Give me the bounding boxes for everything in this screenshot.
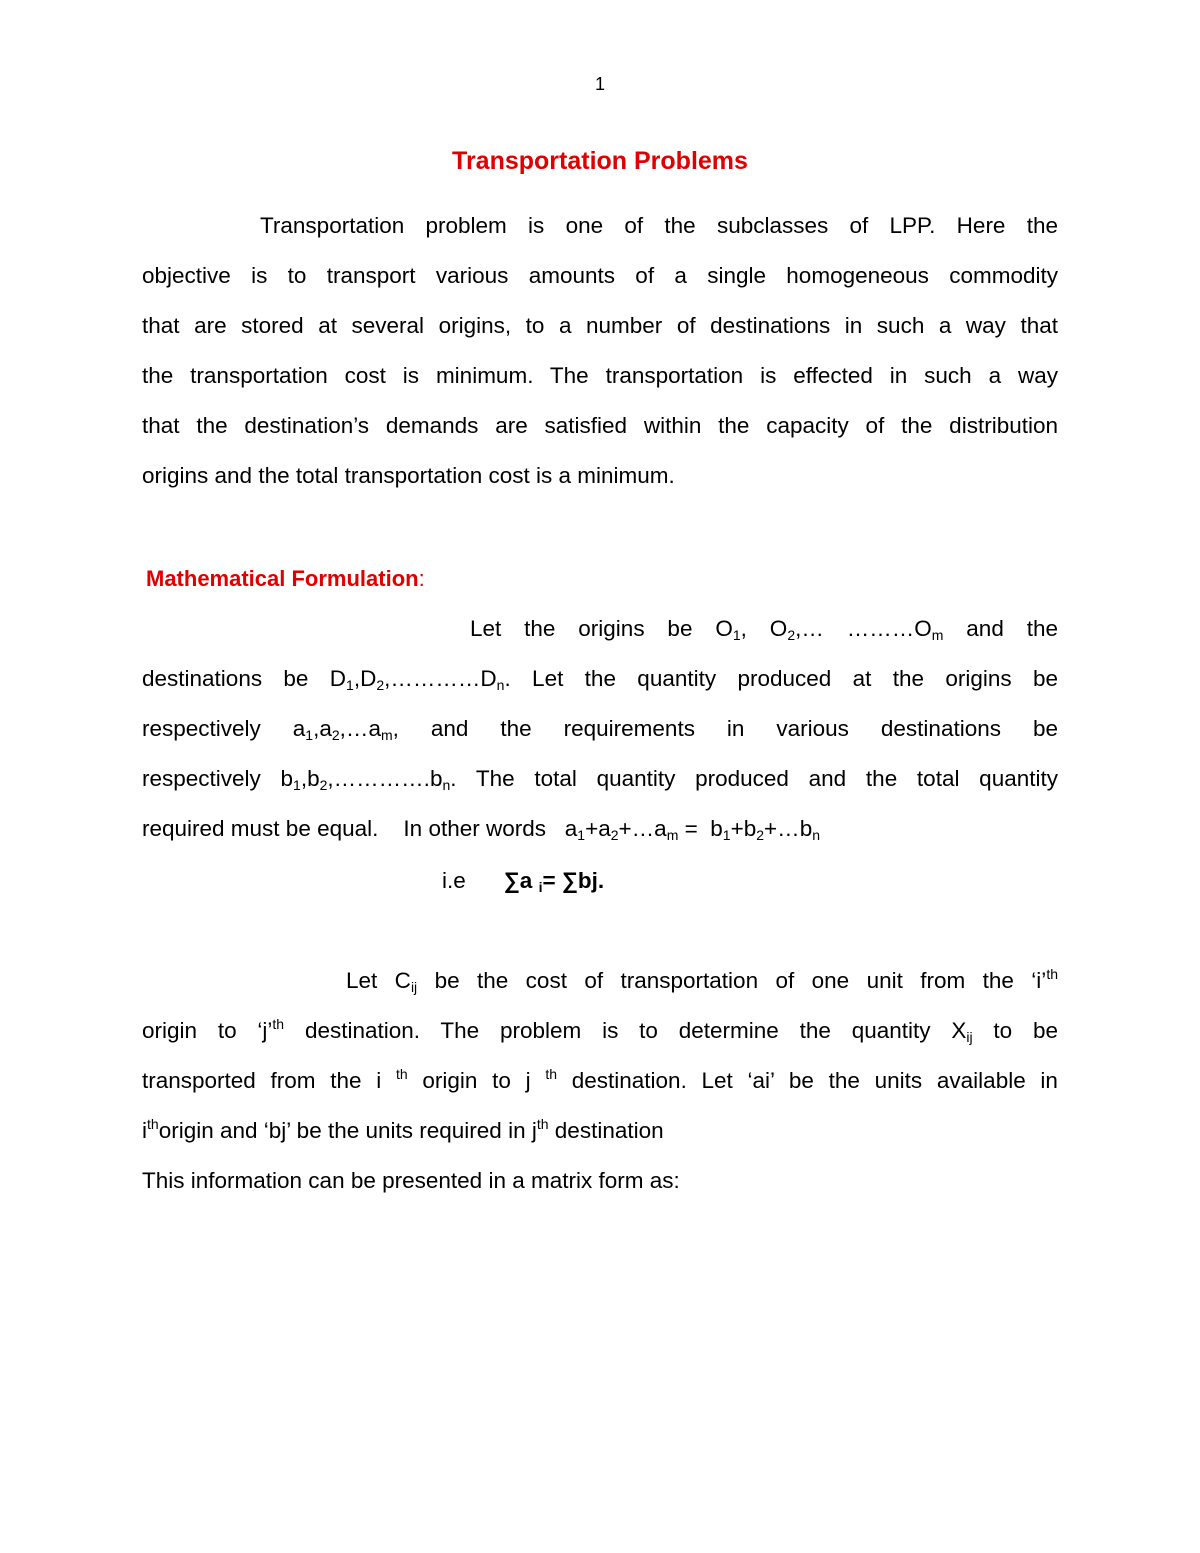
intro-line-2: objective is to transport various amounts of a single homogeneous commodity [142,263,1058,288]
formulation-line-2 [142,666,1058,692]
section-heading-colon: : [418,566,425,591]
cost-line-3: transported from the i $^{th}$ origin to j $^{th}$ destination. Let ‘ai’ be the units available in [142,1066,1058,1093]
page-title: Transportation Problems [452,147,748,175]
demand-symbols: $b_1,b_2,\dots\dots\dots\dots.b_n$ [280,766,451,793]
sum-formula: ∑a $_i$= ∑bj. [503,868,605,895]
formulation-line-5 [142,816,1058,842]
intro-line-3: that are stored at several origins, to a number of destinations in such a way that [142,313,1058,338]
cost-line-1: Let $C_{ij}$ be the cost of transportation of one unit from the ‘i’$^{th}$ [346,966,1058,995]
intro-line-6: origins and the total transportation cost is a minimum. [142,463,675,488]
text: respectively [142,766,261,791]
text: . Let the quantity produced at the origins be [504,666,1058,691]
formulation-line-3 [142,716,1058,742]
intro-line-4: the transportation cost is minimum. The transportation is effected in such a way [142,363,1058,388]
text: In other words [403,816,546,841]
origin-symbol: $O_1$, [715,616,747,643]
origin-symbol-2: $O_2,\dots$ $\dots\dots\dots O_m$ [769,616,944,643]
text: . The total quantity produced and the total quantity [450,766,1058,791]
formulation-line-1 [470,616,1058,642]
destination-symbols: $D_1,D_2,\dots\dots\dots\dots D_n$ [329,666,505,693]
text: destinations be [142,666,309,691]
ie-label: i.e [442,868,466,893]
page-number: 1 [594,74,605,94]
text: required must be equal. [142,816,379,841]
intro-line-5: that the destination’s demands are satisfied within the capacity of the distribution [142,413,1058,438]
intro-line-1: Transportation problem is one of the subclasses of LPP. Here the [260,213,1058,238]
matrix-intro: This information can be presented in a matrix form as: [142,1168,680,1193]
supply-symbols: $a_1,a_2,\dots a_m$, [292,716,399,743]
section-heading [146,566,425,592]
text: respectively [142,716,261,741]
sum-equation [442,868,604,894]
cost-line-2: origin to ‘j’$^{th}$ destination. The problem is to determine the quantity $X_{ij}$ to be [142,1016,1058,1045]
section-heading-text: Mathematical Formulation [146,566,419,591]
cost-line-4: $i^{th}origin$ and ‘bj’ be the units required in $j^{th}$ destination [142,1116,664,1143]
text: and the requirements in various destinations be [430,716,1058,741]
text: Let the origins be [470,616,693,641]
formulation-line-4 [142,766,1058,792]
text: and the [966,616,1058,641]
balance-equation: $a_1+a_2+\dots a_m$ = $b_1+b_2+\dots b_n$ [564,816,820,843]
